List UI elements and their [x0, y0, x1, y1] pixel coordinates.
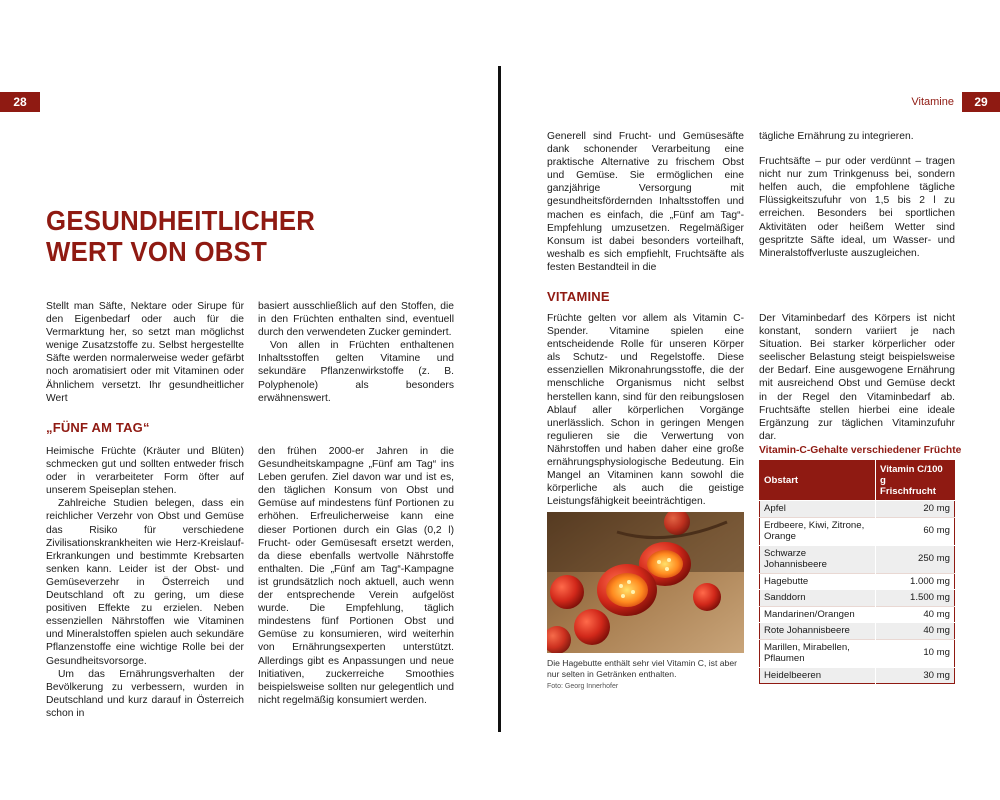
- table-row: [760, 667, 955, 684]
- right-paragraph-2: tägliche Ernährung zu integrieren.: [759, 131, 914, 142]
- table-row: [760, 573, 955, 590]
- body-column-1: [46, 445, 244, 720]
- table-cell-value: 60 mg: [876, 517, 955, 545]
- intro-column-1: [46, 300, 244, 405]
- page-number-left: 28: [0, 92, 40, 112]
- table-cell-value: 20 mg: [876, 501, 955, 518]
- body-paragraph-3: Um das Ernährungsverhalten der Bevölkerung zu verbessern, wurden in Deutschland und kurz darauf in Österreich schon in: [46, 668, 244, 719]
- right-paragraph-1: Generell sind Frucht- und Gemüsesäfte dank schonender Verarbeitung eine praktische Alternative zu frischem Obst und Gemüse. Sie ermöglichen eine ganzjährige Versorgung mit gesundheitsfördernden Inhaltsstoffen und machen es einfach, die „Fünf am Tag“-Empfehlung umzusetzen. Regelmäßiger Konsum ist dabei besonders vorteilhaft, weshalb es sich empfiehlt, Fruchtsäfte als festen Bestandteil in die: [547, 131, 744, 273]
- body-column-2: [258, 445, 454, 707]
- table-header-value-line-1: Vitamin C/100 g: [880, 464, 943, 486]
- table-header-fruit: Obstart: [760, 461, 876, 501]
- table-cell-fruit: Hagebutte: [760, 573, 876, 590]
- table-cell-value: 40 mg: [876, 606, 955, 623]
- table-cell-fruit: Erdbeere, Kiwi, Zitrone, Orange: [760, 517, 876, 545]
- body-paragraph-2: Zahlreiche Studien belegen, dass ein reichlicher Verzehr von Obst und Gemüse das Risiko für verschiedene Zivilisationskrankheiten wie Herz-Kreislauf-Erkrankungen und bestimmte Krebsarten senken kann. Leider ist der Obst- und Gemüseverzehr in Österreich und Deutschland oft zu gering, um diese positiven Effekte zu erzielen. Neben essenziellen Nährstoffen wie Vitaminen und Mineralstoffen spielen auch sekundäre Pflanzenstoffe eine wichtige Rolle bei der Gesundheitsvorsorge.: [46, 498, 244, 667]
- table-header-row: [760, 461, 955, 501]
- running-head: Vitamine: [911, 96, 954, 108]
- body-paragraph-1: Heimische Früchte (Kräuter und Blüten) schmecken gut und sollten entweder frisch oder in verarbeiteter Form öfter auf unserem Speiseplan stehen.: [46, 446, 244, 497]
- page-title-line-1: GESUNDHEITLICHER: [46, 205, 316, 236]
- vitamin-c-table: [759, 460, 955, 684]
- table-cell-value: 1.000 mg: [876, 573, 955, 590]
- table-cell-fruit: Heidelbeeren: [760, 667, 876, 684]
- table-row: [760, 606, 955, 623]
- table-cell-value: 30 mg: [876, 667, 955, 684]
- table-row: [760, 639, 955, 667]
- table-title: Vitamin-C-Gehalte verschiedener Früchte: [759, 445, 962, 456]
- table-cell-fruit: Sanddorn: [760, 590, 876, 607]
- table-header-value-line-2: Frischfrucht: [880, 486, 936, 497]
- right-top-column-2: [759, 130, 955, 260]
- table-row: [760, 517, 955, 545]
- vitamine-paragraph-2: Der Vitaminbedarf des Körpers ist nicht konstant, sondern variiert je nach Situation. Bei starker körperlicher oder seelischer Belastung steigt beispielsweise der Bedarf. Eine ausgewogene Ernährung mit ausreichend Obst und Gemüse deckt in der Regel den Vitaminbedarf ab. Fruchtsäfte stellen hierbei eine ideale Ergänzung zur täglichen Vitaminzufuhr dar.: [759, 313, 955, 442]
- table-cell-value: 250 mg: [876, 545, 955, 573]
- photo-caption: Die Hagebutte enthält sehr viel Vitamin C, ist aber nur selten in Getränken enthalten.: [547, 658, 737, 679]
- right-paragraph-3: Fruchtsäfte – pur oder verdünnt – tragen nicht nur zum Trinkgenuss bei, sondern helfen auch, die empfohlene tägliche Flüssigkeitszufuhr von 1,5 bis 2 l zu erreichen. Besonders bei sportlichen Aktivitäten oder heißem Wetter sind gespritzte Säfte ideal, um Wasser- und Mineralstoffverluste auszugleichen.: [759, 156, 955, 259]
- intro-column-2: [258, 300, 454, 405]
- rosehip-photo: [547, 512, 744, 653]
- table-cell-value: 10 mg: [876, 639, 955, 667]
- table-row: [760, 545, 955, 573]
- intro-paragraph-3: Von allen in Früchten enthaltenen Inhaltsstoffen gelten Vitamine und sekundäre Pflanzenwirkstoffe (z. B. Polyphenole) als besonders erwähnenswert.: [258, 340, 454, 404]
- table-cell-value: 40 mg: [876, 623, 955, 640]
- right-top-column-1: [547, 130, 744, 274]
- page-title: [46, 205, 315, 267]
- table-header-value: [876, 461, 955, 501]
- section-heading-fuenf-am-tag: „FÜNF AM TAG“: [46, 420, 150, 435]
- table-cell-fruit: Apfel: [760, 501, 876, 518]
- table-cell-fruit: Mandarinen/Orangen: [760, 606, 876, 623]
- table-row: [760, 590, 955, 607]
- rosehip-illustration: [547, 512, 744, 653]
- table-row: [760, 501, 955, 518]
- page-gutter-divider: [498, 66, 501, 732]
- section-heading-vitamine: VITAMINE: [547, 289, 610, 304]
- page-title-line-2: WERT VON OBST: [46, 236, 268, 267]
- table-cell-fruit: Schwarze Johannisbeere: [760, 545, 876, 573]
- vitamine-column-1: [547, 312, 744, 508]
- table-cell-fruit: Marillen, Mirabellen, Pflaumen: [760, 639, 876, 667]
- table-cell-value: 1.500 mg: [876, 590, 955, 607]
- intro-paragraph-1: Stellt man Säfte, Nektare oder Sirupe für den Eigenbedarf oder auch für die Vermarktung her, so setzt man möglichst wenige Zusatzstoffe zu. Selbst hergestellte Säfte werden normalerweise weder gefärbt noch aromatisiert oder mit Vitaminen oder Ähnlichem versetzt. Ihr gesundheitlicher Wert: [46, 301, 244, 404]
- photo-credit: Foto: Georg Innerhofer: [547, 683, 619, 690]
- table-row: [760, 623, 955, 640]
- vitamine-paragraph-1: Früchte gelten vor allem als Vitamin C-Spender. Vitamine spielen eine entscheidende Rolle für unseren Körper als Schutz- und Regelstoffe. Diese essenziellen Mikronahrungsstoffe, die der menschliche Organismus nicht selbst herstellen kann, sind für den reibungslosen Ablauf aller körperlichen Vorgänge unerlässlich. Schon in geringen Mengen regulieren sie die Verwertung von Nährstoffen und haben daher eine große ernährungsphysiologische Bedeutung. Ein Mangel an Vitaminen kann sowohl die körperliche als auch die geistige Leistungsfähigkeit beeinträchtigen.: [547, 313, 744, 508]
- vitamine-column-2: [759, 312, 955, 443]
- page-number-right: 29: [962, 92, 1000, 112]
- table-cell-fruit: Rote Johannisbeere: [760, 623, 876, 640]
- body-paragraph-4: den frühen 2000-er Jahren in die Gesundheitskampagne „Fünf am Tag“ ins Leben gerufen. Ziel davon war und ist es, den täglichen Konsum von Obst und Gemüse auf mindestens fünf Portionen zu erhöhen. Erfreulicherweise kann eine dieser Portionen durch ein Glas (0,2 l) Frucht- oder Gemüsesaft ersetzt werden, da diese ebenfalls wertvolle Nährstoffe enthalten. Die „Fünf am Tag“-Kampagne ist grundsätzlich noch aktuell, auch wenn der entsprechende Verein aufgelöst wurde. Die Empfehlung, täglich mindestens fünf Portionen Obst und Gemüse zu konsumieren, wird weiterhin von Ernährungsexperten unterstützt. Allerdings gibt es Anpassungen und neue Initiativen, zuckerreiche Smoothies beispielsweise sollten nur gelegentlich und nicht regelmäßig konsumiert werden.: [258, 446, 454, 706]
- intro-paragraph-2: basiert ausschließlich auf den Stoffen, die in den Früchten enthalten sind, eventuell durch den verwendeten Zucker gemindert.: [258, 301, 454, 339]
